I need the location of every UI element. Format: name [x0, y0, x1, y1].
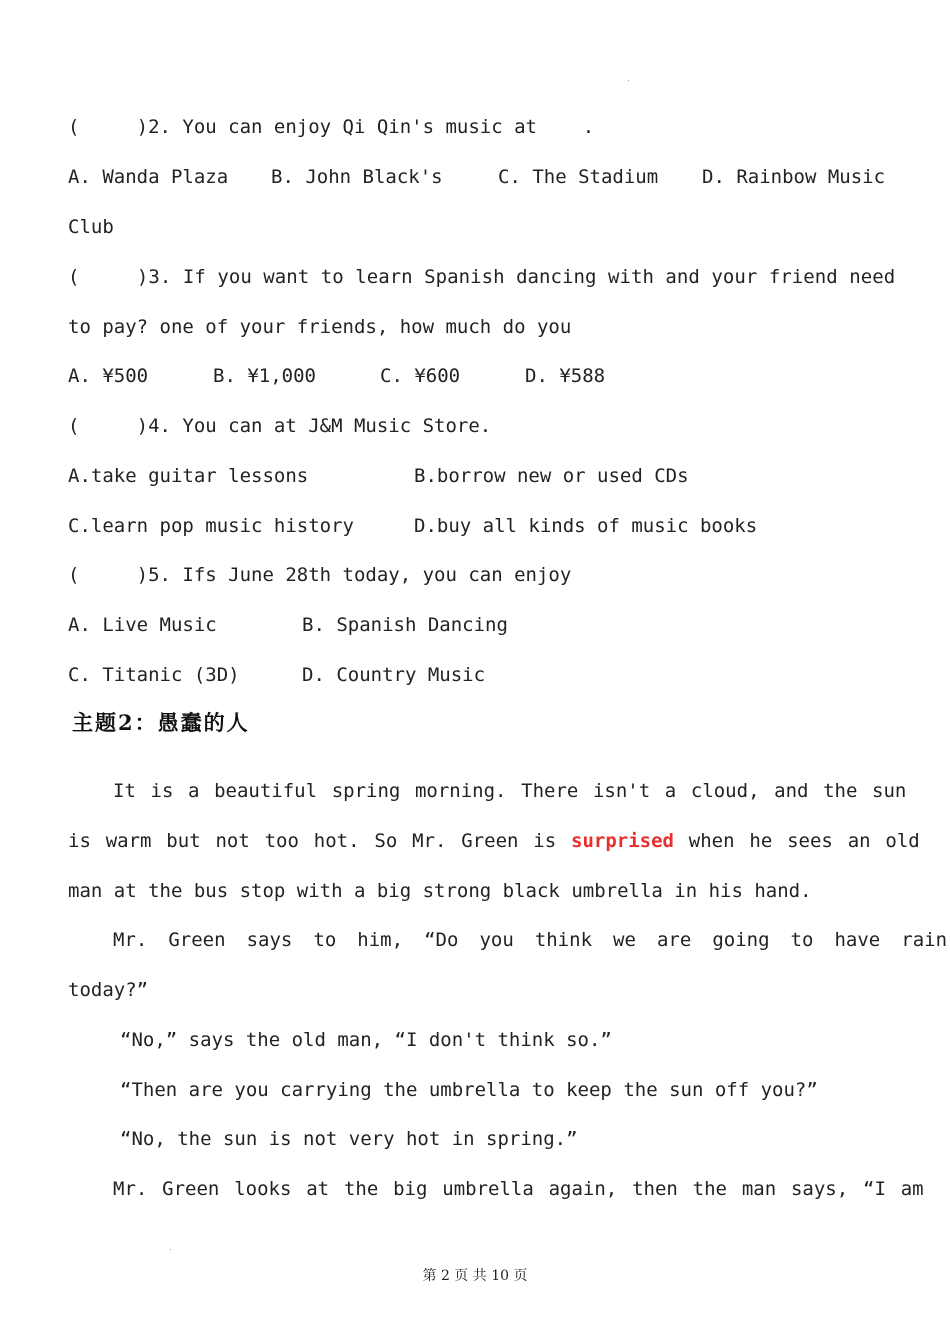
q4-option-b: B.borrow new or used CDs: [414, 465, 689, 487]
passage-p6-line1: Mr. Green looks at the big umbrella again, then the man says, “I am: [113, 1178, 924, 1200]
passage-p2-line2: today?”: [68, 979, 149, 1001]
question-3-stem-line2: to pay? one of your friends, how much do you: [68, 316, 572, 338]
question-4-stem: ( )4. You can at J&M Music Store.: [68, 415, 492, 437]
q4-option-c: C.learn pop music history: [68, 515, 354, 537]
question-2-stem: ( )2. You can enjoy Qi Qin's music at .: [68, 116, 595, 138]
passage-p1-line2-before: is warm but not too hot. So Mr. Green is: [68, 830, 571, 852]
speck-bottom: [170, 1249, 171, 1250]
passage-p1-line1: [113, 778, 907, 804]
q3-option-c: C. ¥600: [380, 365, 461, 387]
q2-option-b: B. John Black's: [271, 166, 443, 188]
passage-p1-line3: man at the bus stop with a big strong black umbrella in his hand.: [68, 880, 812, 902]
q3-option-b: B. ¥1,000: [213, 365, 316, 387]
q5-option-b: B. Spanish Dancing: [302, 614, 508, 636]
passage-p5: “No, the sun is not very hot in spring.”: [120, 1128, 578, 1150]
passage-p2-line1: Mr. Green says to him, “Do you think we are going to have rain: [113, 929, 948, 951]
q2-option-a: A. Wanda Plaza: [68, 166, 229, 188]
question-5-stem: ( )5. Ifs June 28th today, you can enjoy: [68, 564, 572, 586]
passage-p1-line1-text: It is a beautiful spring morning. There isn't a cloud, and the sun: [113, 780, 907, 802]
q5-option-a: A. Live Music: [68, 614, 217, 636]
q5-option-d: D. Country Music: [302, 664, 486, 686]
q4-option-a: A.take guitar lessons: [68, 465, 309, 487]
passage-p1-line2: [68, 828, 920, 854]
q2-option-d: D. Rainbow Music: [702, 166, 886, 188]
q3-option-d: D. ¥588: [525, 365, 606, 387]
q4-option-d: D.buy all kinds of music books: [414, 515, 758, 537]
page-footer: 第 2 页 共 10 页: [422, 1268, 528, 1284]
q3-option-a: A. ¥500: [68, 365, 149, 387]
q2-option-d-continued: Club: [68, 216, 114, 238]
topic-heading: 主题2：愚蠢的人: [72, 710, 250, 735]
passage-p1-line2-after: when he sees an old: [673, 830, 920, 852]
highlighted-word: surprised: [571, 830, 674, 852]
q5-option-c: C. Titanic (3D): [68, 664, 240, 686]
q2-option-c: C. The Stadium: [498, 166, 659, 188]
passage-p4: “Then are you carrying the umbrella to keep the sun off you?”: [120, 1079, 818, 1101]
speck-top: [628, 80, 629, 81]
question-3-stem-line1: ( )3. If you want to learn Spanish dancing with and your friend need: [68, 266, 896, 288]
passage-p3: “No,” says the old man, “I don't think so.”: [120, 1029, 612, 1051]
